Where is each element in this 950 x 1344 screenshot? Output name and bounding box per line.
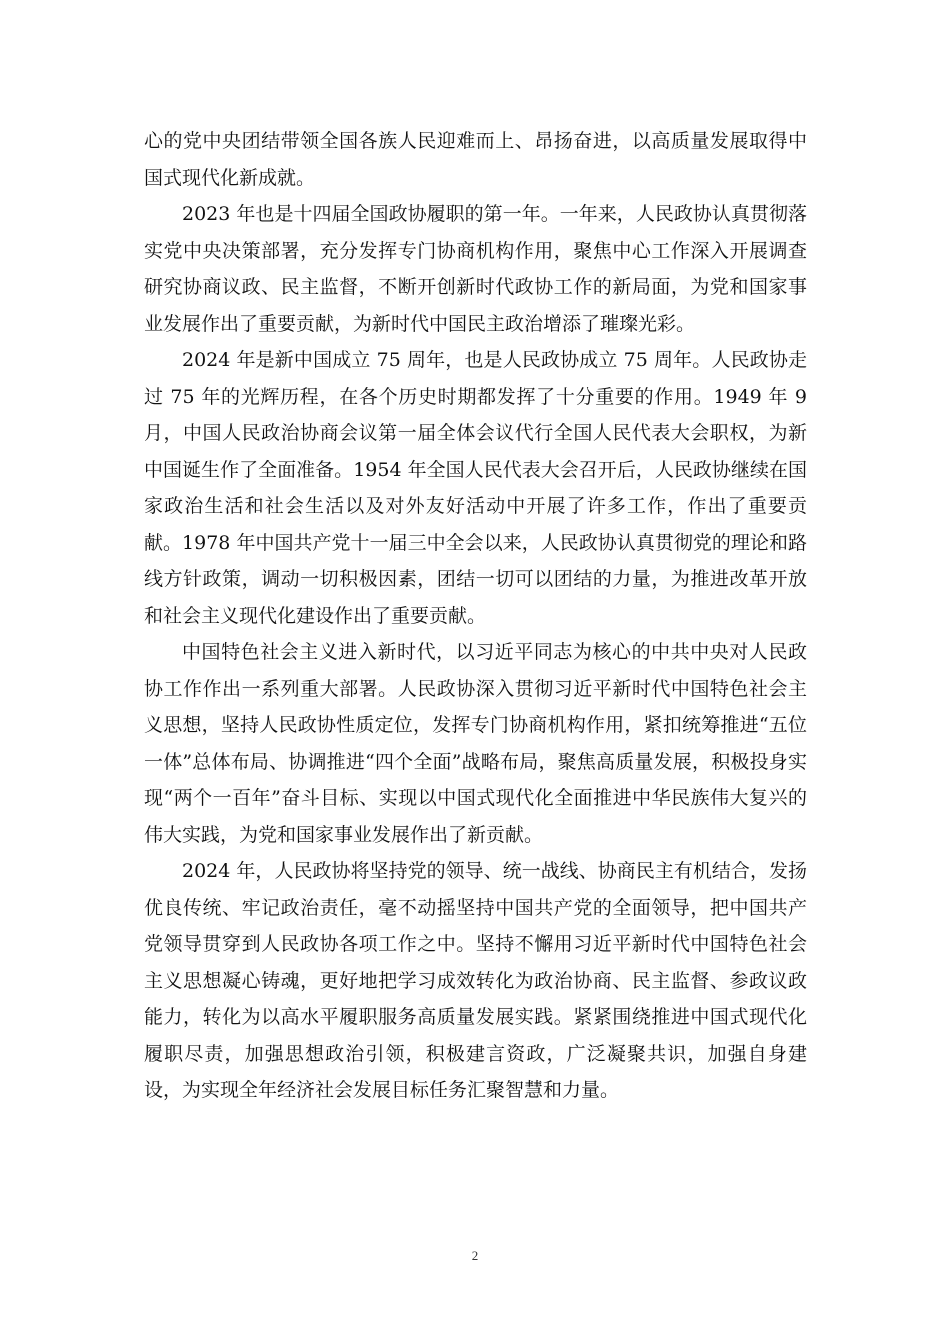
- paragraph-continuation: 心的党中央团结带领全国各族人民迎难而上、昂扬奋进，以高质量发展取得中国式现代化新成就。: [144, 130, 807, 189]
- paragraph-new-era: 中国特色社会主义进入新时代，以习近平同志为核心的中共中央对人民政协工作作出一系列重大部署。人民政协深入贯彻习近平新时代中国特色社会主义思想，坚持人民政协性质定位，发挥专门协商机构作用，紧扣统筹推进“五位一体”总体布局、协调推进“四个全面”战略布局，聚焦高质量发展，积极投身实现“两个一百年”奋斗目标、实现以中国式现代化全面推进中华民族伟大复兴的伟大实践，为党和国家事业发展作出了新贡献。: [144, 641, 807, 846]
- document-body: [144, 123, 807, 1109]
- paragraph-2023: 2023 年也是十四届全国政协履职的第一年。一年来，人民政协认真贯彻落实党中央决策部署，充分发挥专门协商机构作用，聚焦中心工作深入开展调查研究协商议政、民主监督，不断开创新时代政协工作的新局面，为党和国家事业发展作出了重要贡献，为新时代中国民主政治增添了璀璨光彩。: [144, 203, 807, 335]
- paragraph-2024-anniversary: 2024 年是新中国成立 75 周年，也是人民政协成立 75 周年。人民政协走过 75 年的光辉历程，在各个历史时期都发挥了十分重要的作用。1949 年 9 月，中国人民政治协商会议第一届全体会议代行全国人民代表大会职权，为新中国诞生作了全面准备。1954 年全国人民代表大会召开后，人民政协继续在国家政治生活和社会生活以及对外友好活动中开展了许多工作，作出了重要贡献。1978 年中国共产党十一届三中全会以来，人民政协认真贯彻党的理论和路线方针政策，调动一切积极因素，团结一切可以团结的力量，为推进改革开放和社会主义现代化建设作出了重要贡献。: [144, 349, 807, 627]
- page-number: 2: [471, 1248, 479, 1263]
- paragraph-2024-plan: 2024 年，人民政协将坚持党的领导、统一战线、协商民主有机结合，发扬优良传统、牢记政治责任，毫不动摇坚持中国共产党的全面领导，把中国共产党领导贯穿到人民政协各项工作之中。坚持不懈用习近平新时代中国特色社会主义思想凝心铸魂，更好地把学习成效转化为政治协商、民主监督、参政议政能力，转化为以高水平履职服务高质量发展实践。紧紧围绕推进中国式现代化履职尽责，加强思想政治引领，积极建言资政，广泛凝聚共识，加强自身建设，为实现全年经济社会发展目标任务汇聚智慧和力量。: [144, 860, 807, 1101]
